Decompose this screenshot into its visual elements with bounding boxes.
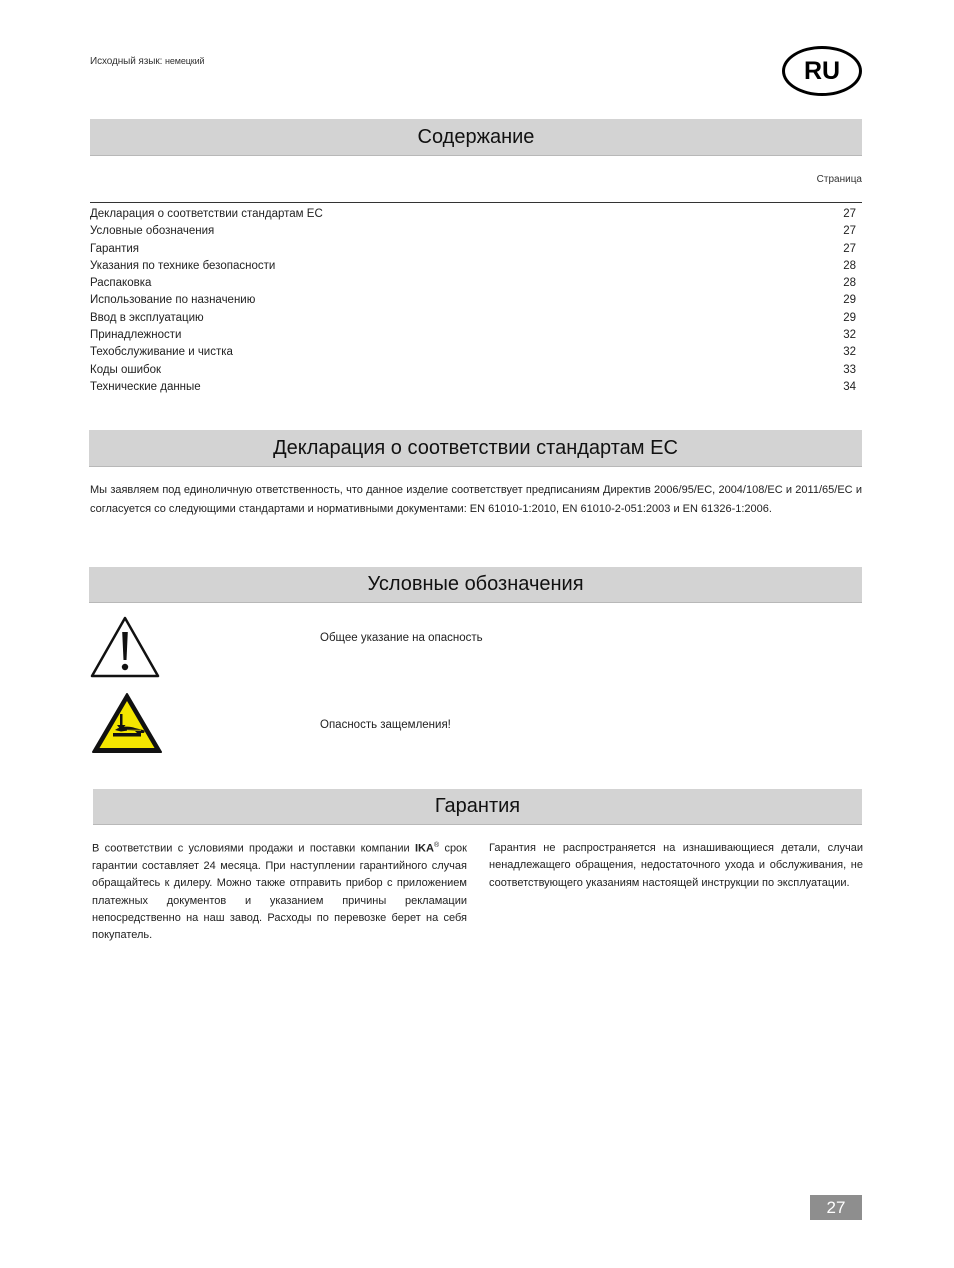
warranty-text-left-end: срок гарантии составляет 24 месяца. При наступлении гарантийного случая обращайтесь к дилеру. Можно также отправить прибор с приложением платежных документов и указанием причины рекламации непосредственно на наш завод. Расходы по перевозке берет на себя покупатель. — [92, 842, 467, 942]
toc-item-label: Условные обозначения — [90, 225, 215, 238]
source-language-value: немецкий — [164, 56, 205, 66]
toc-item[interactable] — [90, 275, 856, 292]
symbols-header-bar — [89, 567, 862, 603]
table-of-contents — [90, 206, 856, 396]
symbol-description: Общее указание на опасность — [320, 632, 483, 644]
ika-brand: IKA — [414, 842, 434, 855]
registered-mark: ® — [433, 842, 440, 849]
toc-item[interactable] — [90, 258, 856, 275]
toc-item-label: Коды ошибок — [90, 363, 162, 376]
toc-item[interactable] — [90, 344, 856, 361]
toc-item[interactable] — [90, 241, 856, 258]
toc-item-page: 27 — [843, 242, 856, 255]
toc-item-label: Указания по технике безопасности — [90, 259, 276, 272]
toc-item-label: Использование по назначению — [90, 294, 256, 307]
warranty-header-bar — [93, 789, 862, 825]
language-badge: RU — [782, 46, 862, 96]
declaration-text: Мы заявляем под единоличную ответственность, что данное изделие соответствует предписаниям Директив 2006/95/EC, 2004/108/EC и 2011/65/EC и согласуется со следующими стандартами и нормативными документами: EN 61010-1:2010, EN 61010-2-051:2003 и EN 61326-1:2006. — [90, 484, 862, 515]
page-number: 27 — [810, 1195, 862, 1220]
toc-item-page: 28 — [843, 259, 856, 272]
toc-item-page: 32 — [843, 329, 856, 342]
toc-item-label: Техобслуживание и чистка — [90, 346, 233, 359]
declaration-title: Декларация о соответствии стандартам ЕС — [273, 436, 678, 459]
toc-item[interactable] — [90, 292, 856, 309]
warranty-text-right: Гарантия не распространяется на изнашивающиеся детали, случаи ненадлежащего обращения, недостаточного ухода и обслуживания, не соответствующего указаниям настоящей инструкции по эксплуатации. — [489, 842, 863, 889]
general-danger-icon — [89, 615, 161, 679]
toc-item-page: 27 — [843, 225, 856, 238]
toc-item-label: Распаковка — [90, 277, 152, 290]
toc-divider — [90, 202, 862, 203]
toc-item-page: 34 — [843, 380, 856, 393]
toc-item[interactable] — [90, 362, 856, 379]
toc-item-page: 33 — [843, 363, 856, 376]
toc-item-page: 28 — [843, 277, 856, 290]
symbols-title: Условные обозначения — [367, 573, 584, 595]
toc-item[interactable] — [90, 327, 856, 344]
declaration-header-bar — [89, 430, 862, 467]
toc-item[interactable] — [90, 206, 856, 223]
page-column-label: Страница — [816, 174, 862, 185]
toc-item-label: Декларация о соответствии стандартам ЕС — [90, 208, 323, 220]
symbol-description: Опасность защемления! — [320, 719, 451, 731]
crushing-hazard-icon — [91, 692, 163, 754]
toc-item-label: Принадлежности — [90, 329, 182, 342]
source-language-note — [90, 56, 204, 67]
toc-item-label: Ввод в эксплуатацию — [90, 311, 204, 324]
toc-item[interactable] — [90, 379, 856, 396]
toc-item[interactable] — [90, 223, 856, 240]
toc-item-page: 29 — [843, 311, 856, 324]
warranty-title: Гарантия — [434, 795, 521, 817]
contents-title: Содержание — [417, 125, 535, 148]
toc-item[interactable] — [90, 310, 856, 327]
toc-item-page: 32 — [843, 346, 856, 359]
contents-header-bar — [90, 119, 862, 156]
toc-item-label: Технические данные — [90, 380, 201, 393]
warranty-text-left-start: В соответствии с условиями продажи и поставки компании — [92, 842, 415, 855]
toc-item-page: 27 — [843, 208, 856, 220]
toc-item-label: Гарантия — [90, 242, 140, 255]
source-language-label: Исходный язык: — [90, 56, 165, 67]
toc-item-page: 29 — [843, 294, 856, 307]
warranty-text-left — [92, 837, 467, 944]
